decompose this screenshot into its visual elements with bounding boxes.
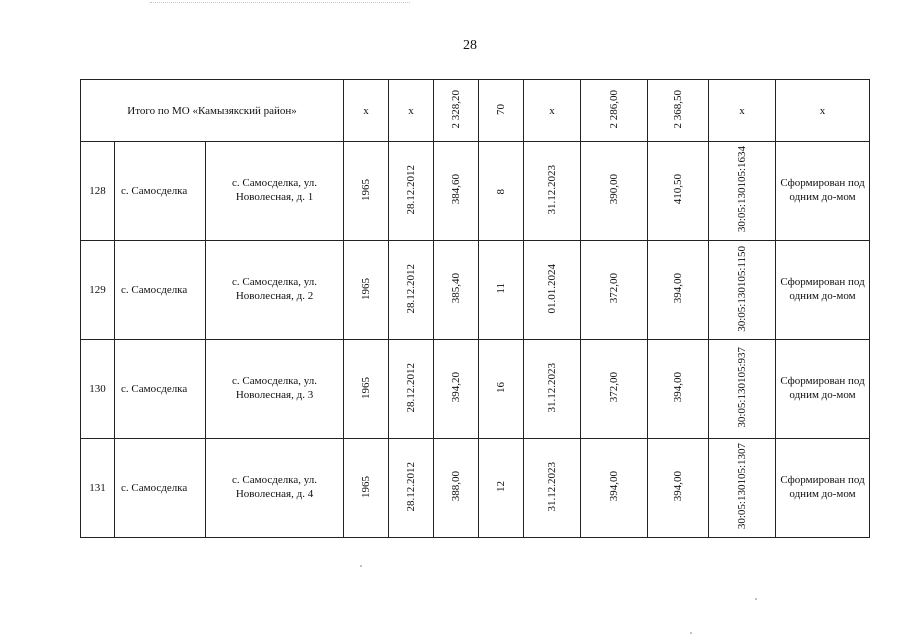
date: 28.12.2012	[404, 362, 417, 413]
area3-cell	[648, 142, 709, 241]
date-cell	[389, 340, 434, 439]
year-cell	[344, 340, 389, 439]
total-year: х	[344, 80, 389, 142]
area2: 390,00	[607, 174, 620, 205]
residents-cell	[479, 142, 524, 241]
planned-date: 31.12.2023	[545, 461, 558, 512]
housing-registry-table	[80, 79, 870, 538]
planned-date: 31.12.2023	[545, 164, 558, 215]
year: 1965	[359, 178, 372, 201]
residents: 11	[494, 283, 507, 294]
area2-cell	[581, 241, 648, 340]
total-area2: 2 286,00	[607, 89, 620, 129]
total-residents-cell	[479, 80, 524, 142]
date-cell	[389, 439, 434, 538]
address-cell	[206, 439, 344, 538]
settlement: с. Самосделка	[121, 284, 188, 296]
note-cell	[776, 142, 870, 241]
note-cell	[776, 439, 870, 538]
cadastral-cell	[709, 439, 776, 538]
area3-cell	[648, 340, 709, 439]
year-cell	[344, 439, 389, 538]
total-row	[81, 80, 870, 142]
date: 28.12.2012	[404, 461, 417, 512]
settlement-cell	[115, 439, 206, 538]
planned-date-cell	[524, 241, 581, 340]
area3: 394,00	[671, 471, 684, 502]
residents: 16	[494, 382, 507, 393]
residents: 12	[494, 481, 507, 492]
row-number: 130	[81, 340, 115, 439]
date: 28.12.2012	[404, 164, 417, 215]
area3-cell	[648, 241, 709, 340]
table-row	[81, 241, 870, 340]
total-area2-cell	[581, 80, 648, 142]
table-row	[81, 340, 870, 439]
date-cell	[389, 142, 434, 241]
row-number: 131	[81, 439, 115, 538]
residents: 8	[494, 188, 507, 194]
settlement-cell	[115, 340, 206, 439]
cadastral-number: 30:05:130105:1634	[735, 146, 748, 233]
planned-date-cell	[524, 439, 581, 538]
residents-cell	[479, 241, 524, 340]
cadastral-cell	[709, 241, 776, 340]
settlement-cell	[115, 142, 206, 241]
year-cell	[344, 142, 389, 241]
note: Сформирован под одним до-мом	[780, 177, 865, 203]
area: 388,00	[449, 471, 462, 502]
note: Сформирован под одним до-мом	[780, 474, 865, 500]
address-cell	[206, 241, 344, 340]
area2: 372,00	[607, 372, 620, 403]
area: 384,60	[449, 174, 462, 205]
table-row	[81, 142, 870, 241]
year-cell	[344, 241, 389, 340]
year: 1965	[359, 475, 372, 498]
area2: 372,00	[607, 273, 620, 304]
date-cell	[389, 241, 434, 340]
total-area: 2 328,20	[449, 89, 462, 129]
note-cell	[776, 340, 870, 439]
address: с. Самосделка, ул. Новолесная, д. 1	[232, 177, 318, 203]
total-area3-cell	[648, 80, 709, 142]
scan-dot	[360, 565, 362, 567]
note: Сформирован под одним до-мом	[780, 375, 865, 401]
total-cadastral: х	[709, 80, 776, 142]
scan-dot	[690, 632, 692, 634]
residents-cell	[479, 439, 524, 538]
settlement: с. Самосделка	[121, 383, 188, 395]
area: 394,20	[449, 372, 462, 403]
total-area-cell	[434, 80, 479, 142]
row-number: 128	[81, 142, 115, 241]
date: 28.12.2012	[404, 263, 417, 314]
address-cell	[206, 340, 344, 439]
total-date: х	[389, 80, 434, 142]
planned-date: 31.12.2023	[545, 362, 558, 413]
area3: 394,00	[671, 372, 684, 403]
note: Сформирован под одним до-мом	[780, 276, 865, 302]
planned-date: 01.01.2024	[545, 263, 558, 314]
cadastral-number: 30:05:130105:937	[735, 347, 748, 428]
settlement: с. Самосделка	[121, 185, 188, 197]
area-cell	[434, 142, 479, 241]
area: 385,40	[449, 273, 462, 304]
area3-cell	[648, 439, 709, 538]
year: 1965	[359, 376, 372, 399]
address: с. Самосделка, ул. Новолесная, д. 2	[232, 276, 318, 302]
residents-cell	[479, 340, 524, 439]
area2: 394,00	[607, 471, 620, 502]
row-number: 129	[81, 241, 115, 340]
address-cell	[206, 142, 344, 241]
year: 1965	[359, 277, 372, 300]
note-cell	[776, 241, 870, 340]
cadastral-number: 30:05:130105:1307	[735, 443, 748, 530]
planned-date-cell	[524, 340, 581, 439]
planned-date-cell	[524, 142, 581, 241]
area-cell	[434, 439, 479, 538]
scan-dot	[755, 598, 757, 600]
page-number: 28	[463, 38, 477, 53]
total-area3: 2 368,50	[671, 89, 684, 129]
address: с. Самосделка, ул. Новолесная, д. 3	[232, 375, 318, 401]
area2-cell	[581, 340, 648, 439]
total-label: Итого по МО «Камызякский район»	[81, 80, 344, 142]
area-cell	[434, 241, 479, 340]
cadastral-number: 30:05:130105:1150	[735, 245, 748, 332]
area2-cell	[581, 439, 648, 538]
settlement-cell	[115, 241, 206, 340]
address: с. Самосделка, ул. Новолесная, д. 4	[232, 474, 318, 500]
scan-artifact	[150, 2, 410, 6]
cadastral-cell	[709, 340, 776, 439]
area-cell	[434, 340, 479, 439]
cadastral-cell	[709, 142, 776, 241]
table-row	[81, 439, 870, 538]
total-note: х	[776, 80, 870, 142]
total-planned-date: х	[524, 80, 581, 142]
area3: 410,50	[671, 174, 684, 205]
settlement: с. Самосделка	[121, 482, 188, 494]
area3: 394,00	[671, 273, 684, 304]
total-residents: 70	[494, 103, 507, 115]
area2-cell	[581, 142, 648, 241]
